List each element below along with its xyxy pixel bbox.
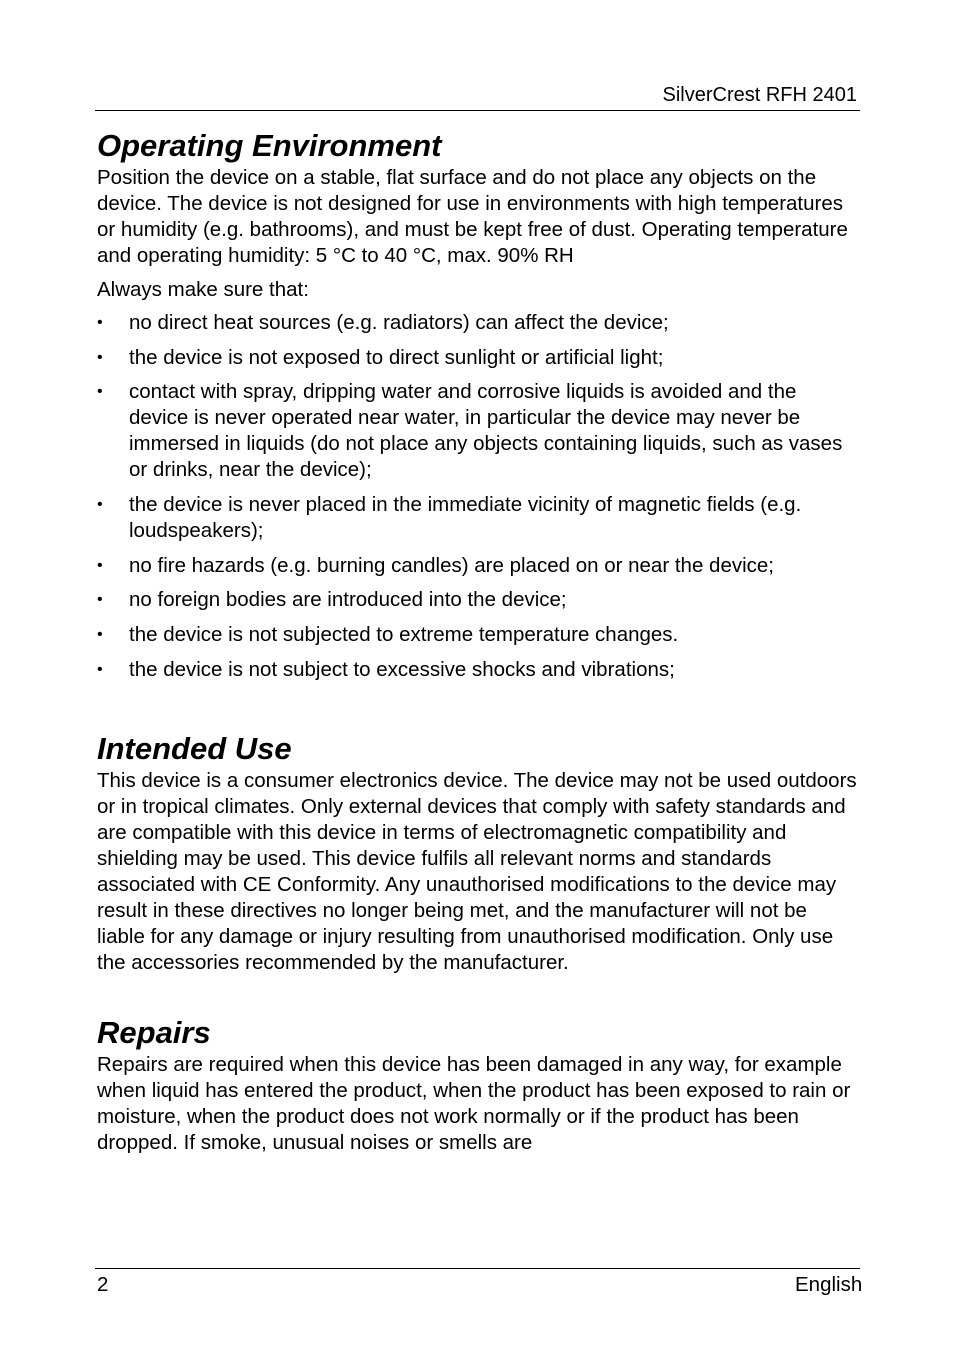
list-item — [97, 379, 859, 483]
header-product-name: SilverCrest RFH 2401 — [662, 84, 857, 106]
section-intended-use — [97, 730, 859, 976]
list-item-text: the device is never placed in the immediate vicinity of magnetic fields (e.g. loudspeakers); — [129, 493, 802, 543]
bullet-icon: • — [97, 660, 103, 678]
list-item-text: contact with spray, dripping water and corrosive liquids is avoided and the device is never operated near water, in particular the device may never be immersed in liquids (do not place any objects containing liquids, such as vases or drinks, near the device); — [129, 380, 843, 482]
section-spacer — [97, 976, 859, 1014]
header-divider — [95, 110, 860, 111]
section-title-repairs: Repairs — [97, 1014, 211, 1050]
bullet-icon: • — [97, 626, 103, 644]
list-item — [97, 622, 859, 648]
list-item — [97, 492, 859, 544]
footer-divider — [95, 1268, 860, 1269]
section-operating-environment — [97, 127, 859, 683]
list-item — [97, 587, 859, 613]
repairs-paragraph: Repairs are required when this device has been damaged in any way, for example when liquid has entered the product, when the product has been exposed to rain or moisture, when the product does not work normally or if the product has been dropped. If smoke, unusual noises or smells are — [97, 1052, 851, 1154]
operating-environment-paragraph: Position the device on a stable, flat surface and do not place any objects on the device. The device is not designed for use in environments with high temperatures or humidity (e.g. bathrooms), and must be kept free of dust. Operating temperature and operating humidity: 5 °C to 40 °C, max. 90% RH — [97, 166, 848, 267]
section-spacer — [97, 692, 859, 730]
intended-use-paragraph: This device is a consumer electronics device. The device may not be used outdoors or in tropical climates. Only external devices that comply with safety standards and are compatible with this device in terms of electromagnetic compatibility and shielding may be used. This device fulfils all relevant norms and standards associated with CE Conformity. Any unauthorised modifications to the device may result in these directives no longer being met, and the manufacturer will not be liable for any damage or injury resulting from unauthorised modification. Only use the accessories recommended by the manufacturer. — [97, 768, 857, 974]
list-item-text: no foreign bodies are introduced into the device; — [129, 588, 567, 612]
bullet-icon: • — [97, 556, 103, 574]
bullet-icon: • — [97, 591, 103, 609]
section-title-intended-use: Intended Use — [97, 730, 292, 766]
operating-environment-intro: Always make sure that: — [97, 278, 309, 301]
list-item-text: no fire hazards (e.g. burning candles) are placed on or near the device; — [129, 553, 774, 577]
bullet-icon: • — [97, 314, 103, 331]
list-item — [97, 345, 859, 371]
bullet-icon: • — [97, 348, 103, 366]
list-item — [97, 657, 859, 683]
page-number: 2 — [97, 1273, 109, 1296]
operating-environment-list — [97, 310, 859, 683]
page-content — [97, 127, 859, 1156]
list-item-text: no direct heat sources (e.g. radiators) can affect the device; — [129, 311, 669, 334]
list-item-text: the device is not exposed to direct sunlight or artificial light; — [129, 345, 664, 369]
section-title-operating-environment: Operating Environment — [97, 128, 442, 163]
footer-language: English — [795, 1273, 863, 1296]
list-item — [97, 310, 859, 336]
section-repairs — [97, 1014, 859, 1156]
list-item — [97, 553, 859, 579]
bullet-icon: • — [97, 496, 103, 514]
list-item-text: the device is not subjected to extreme temperature changes. — [129, 623, 679, 647]
list-item-text: the device is not subject to excessive shocks and vibrations; — [129, 657, 675, 681]
bullet-icon: • — [97, 383, 103, 401]
